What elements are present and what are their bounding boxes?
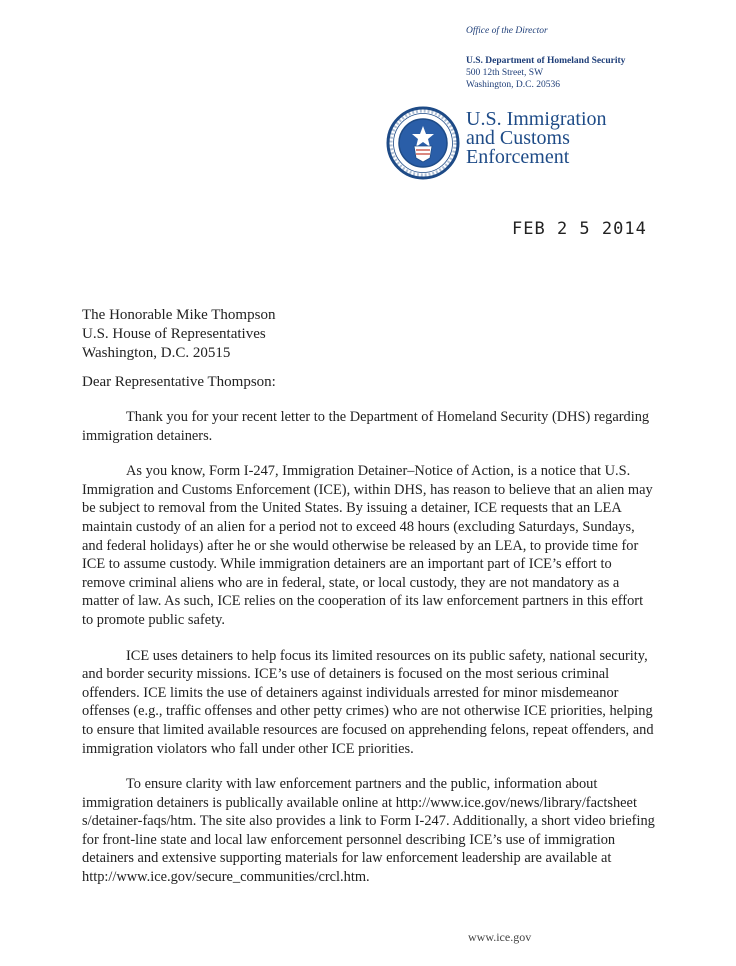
salutation: Dear Representative Thompson: <box>82 374 276 390</box>
footer-url: www.ice.gov <box>468 930 532 944</box>
agency-line-3: Enforcement <box>466 146 570 168</box>
body-paragraph: To ensure clarity with law enforcement partners and the public, information about immigration detainers is publically available online at http://www.ice.gov/news/library/factsheet s/detainer-faqs/htm. The site also provides a link to Form I-247. Additionally, a short video briefing for front-line state and local law enforcement personnel describing ICE’s use of immigration detainers and extensive supporting materials for law enforcement leadership are available at http://www.ice.gov/secure_communities/crcl.htm. <box>82 776 655 886</box>
department-city: Washington, D.C. 20536 <box>466 80 560 90</box>
body-paragraph: As you know, Form I-247, Immigration Detainer–Notice of Action, is a notice that U.S. Immigration and Customs Enforcement (ICE), within DHS, has reason to believe that an alien may be subject to removal from the United States. By issuing a detainer, ICE requests that an LEA maintain custody of an alien for a period not to exceed 48 hours (excluding Saturdays, Sundays, and federal holidays) after he or she would otherwise be released by an LEA, to provide time for ICE to assume custody. While immigration detainers are an important part of ICE’s effort to remove criminal aliens who are in federal, state, or local custody, they are not mandatory as a matter of law. As such, ICE relies on the cooperation of its law enforcement partners in this effort to promote public safety. <box>82 463 653 628</box>
agency-line-2: and Customs <box>466 127 570 149</box>
body-paragraph: Thank you for your recent letter to the Department of Homeland Security (DHS) regarding immigration detainers. <box>82 409 650 444</box>
department-name: U.S. Department of Homeland Security <box>466 56 626 66</box>
agency-line-1: U.S. Immigration <box>466 108 607 130</box>
date-stamp: FEB 2 5 2014 <box>512 219 647 239</box>
agency-name <box>466 110 607 167</box>
body-paragraph: ICE uses detainers to help focus its limited resources on its public safety, national security, and border security missions. ICE’s use of detainers is focused on the most serious criminal offenders. ICE limits the use of detainers against individuals arrested for minor misdemeanor offenses (e.g., traffic offenses and other petty crimes) who are not otherwise ICE priorities, helping to ensure that limited available resources are focused on apprehending felons, repeat offenders, and immigration violators who fall under other ICE priorities. <box>82 647 654 757</box>
recipient-name: The Honorable Mike Thompson <box>82 307 276 323</box>
department-street: 500 12th Street, SW <box>466 68 544 78</box>
recipient-office: U.S. House of Representatives <box>82 326 266 342</box>
dhs-seal-icon <box>386 106 460 180</box>
office-of-director: Office of the Director <box>466 26 548 36</box>
recipient-city: Washington, D.C. 20515 <box>82 345 231 361</box>
recipient-address <box>82 306 275 363</box>
letter-body <box>82 408 656 904</box>
